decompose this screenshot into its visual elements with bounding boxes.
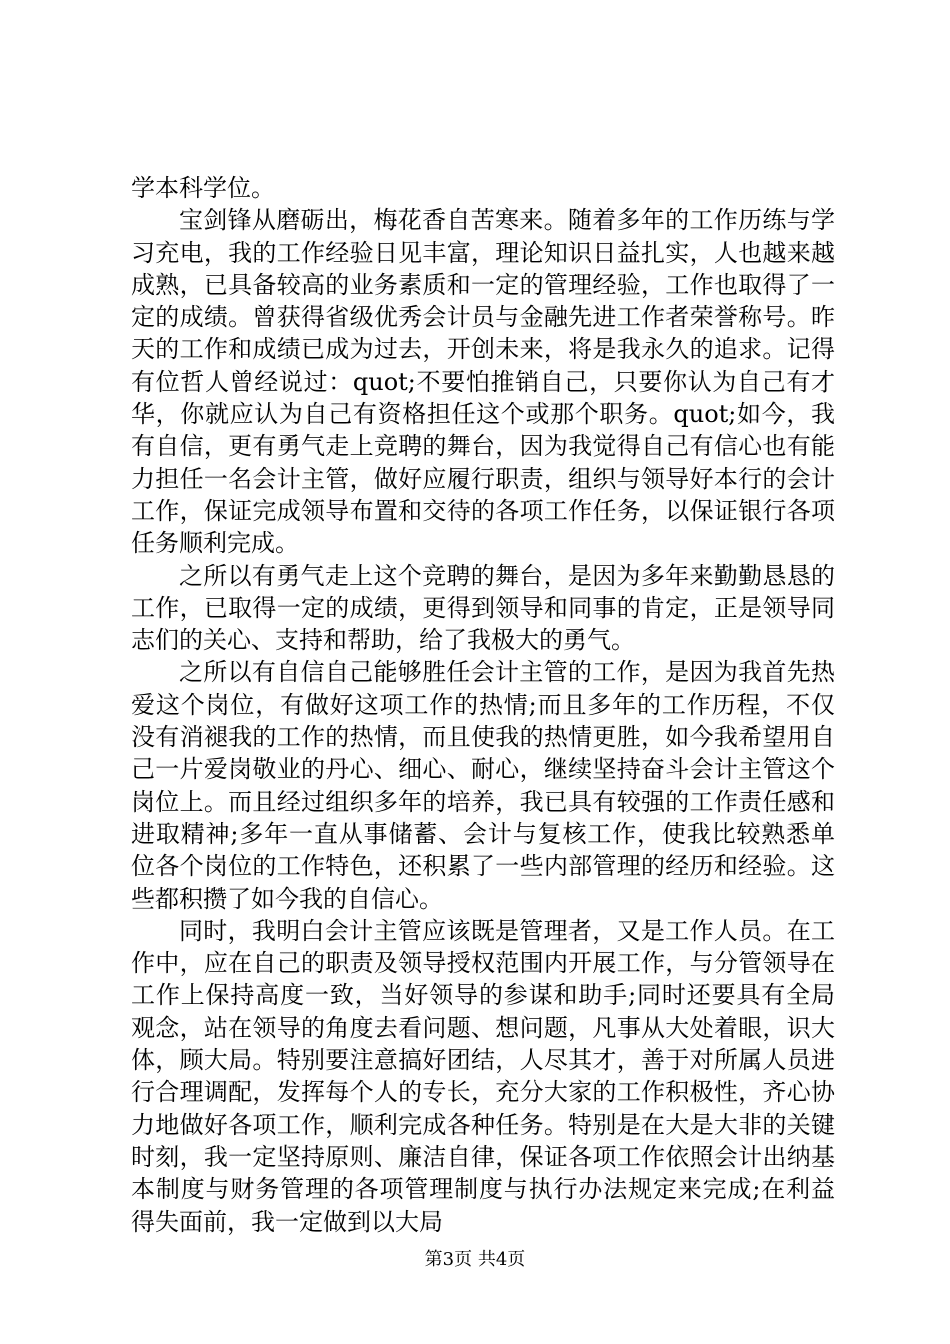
paragraph-2: 宝剑锋从磨砺出，梅花香自苦寒来。随着多年的工作历练与学习充电，我的工作经验日见丰富，理论知识日益扎实，人也越来越成熟，已具备较高的业务素质和一定的管理经验，工作也取得了一定的成绩。曾获得省级优秀会计员与金融先进工作者荣誉称号。昨天的工作和成绩已成为过去，开创未来，将是我永久的追求。记得有位哲人曾经说过：quot;不要怕推销自己，只要你认为自己有才华，你就应认为自己有资格担任这个或那个职务。quot;如今，我有自信，更有勇气走上竞聘的舞台，因为我觉得自己有信心也有能力担任一名会计主管，做好应履行职责，组织与领导好本行的会计工作，保证完成领导布置和交待的各项工作任务，以保证银行各项任务顺利完成。 xyxy=(131,206,835,558)
paragraph-1: 学本科学位。 xyxy=(131,174,275,202)
page-number: 第3页 共4页 xyxy=(424,1249,526,1270)
document-body xyxy=(131,172,835,1238)
paragraph-3: 之所以有勇气走上这个竞聘的舞台，是因为多年来勤勤恳恳的工作，已取得一定的成绩，更得到领导和同事的肯定，正是领导同志们的关心、支持和帮助，给了我极大的勇气。 xyxy=(131,561,835,655)
page-footer xyxy=(0,1245,950,1271)
paragraph-4: 之所以有自信自己能够胜任会计主管的工作，是因为我首先热爱这个岗位，有做好这项工作的热情;而且多年的工作历程，不仅没有消褪我的工作的热情，而且使我的热情更胜，如今我希望用自己一片爱岗敬业的丹心、细心、耐心，继续坚持奋斗会计主管这个岗位上。而且经过组织多年的培养，我已具有较强的工作责任感和进取精神;多年一直从事储蓄、会计与复核工作，使我比较熟悉单位各个岗位的工作特色，还积累了一些内部管理的经历和经验。这些都积攒了如今我的自信心。 xyxy=(131,658,835,913)
paragraph-5: 同时，我明白会计主管应该既是管理者，又是工作人员。在工作中，应在自己的职责及领导授权范围内开展工作，与分管领导在工作上保持高度一致，当好领导的参谋和助手;同时还要具有全局观念，站在领导的角度去看问题、想问题，凡事从大处着眼，识大体，顾大局。特别要注意搞好团结，人尽其才，善于对所属人员进行合理调配，发挥每个人的专长，充分大家的工作积极性，齐心协力地做好各项工作，顺利完成各种任务。特别是在大是大非的关键时刻，我一定坚持原则、廉洁自律，保证各项工作依照会计出纳基本制度与财务管理的各项管理制度与执行办法规定来完成;在利益得失面前，我一定做到以大局 xyxy=(131,916,835,1236)
